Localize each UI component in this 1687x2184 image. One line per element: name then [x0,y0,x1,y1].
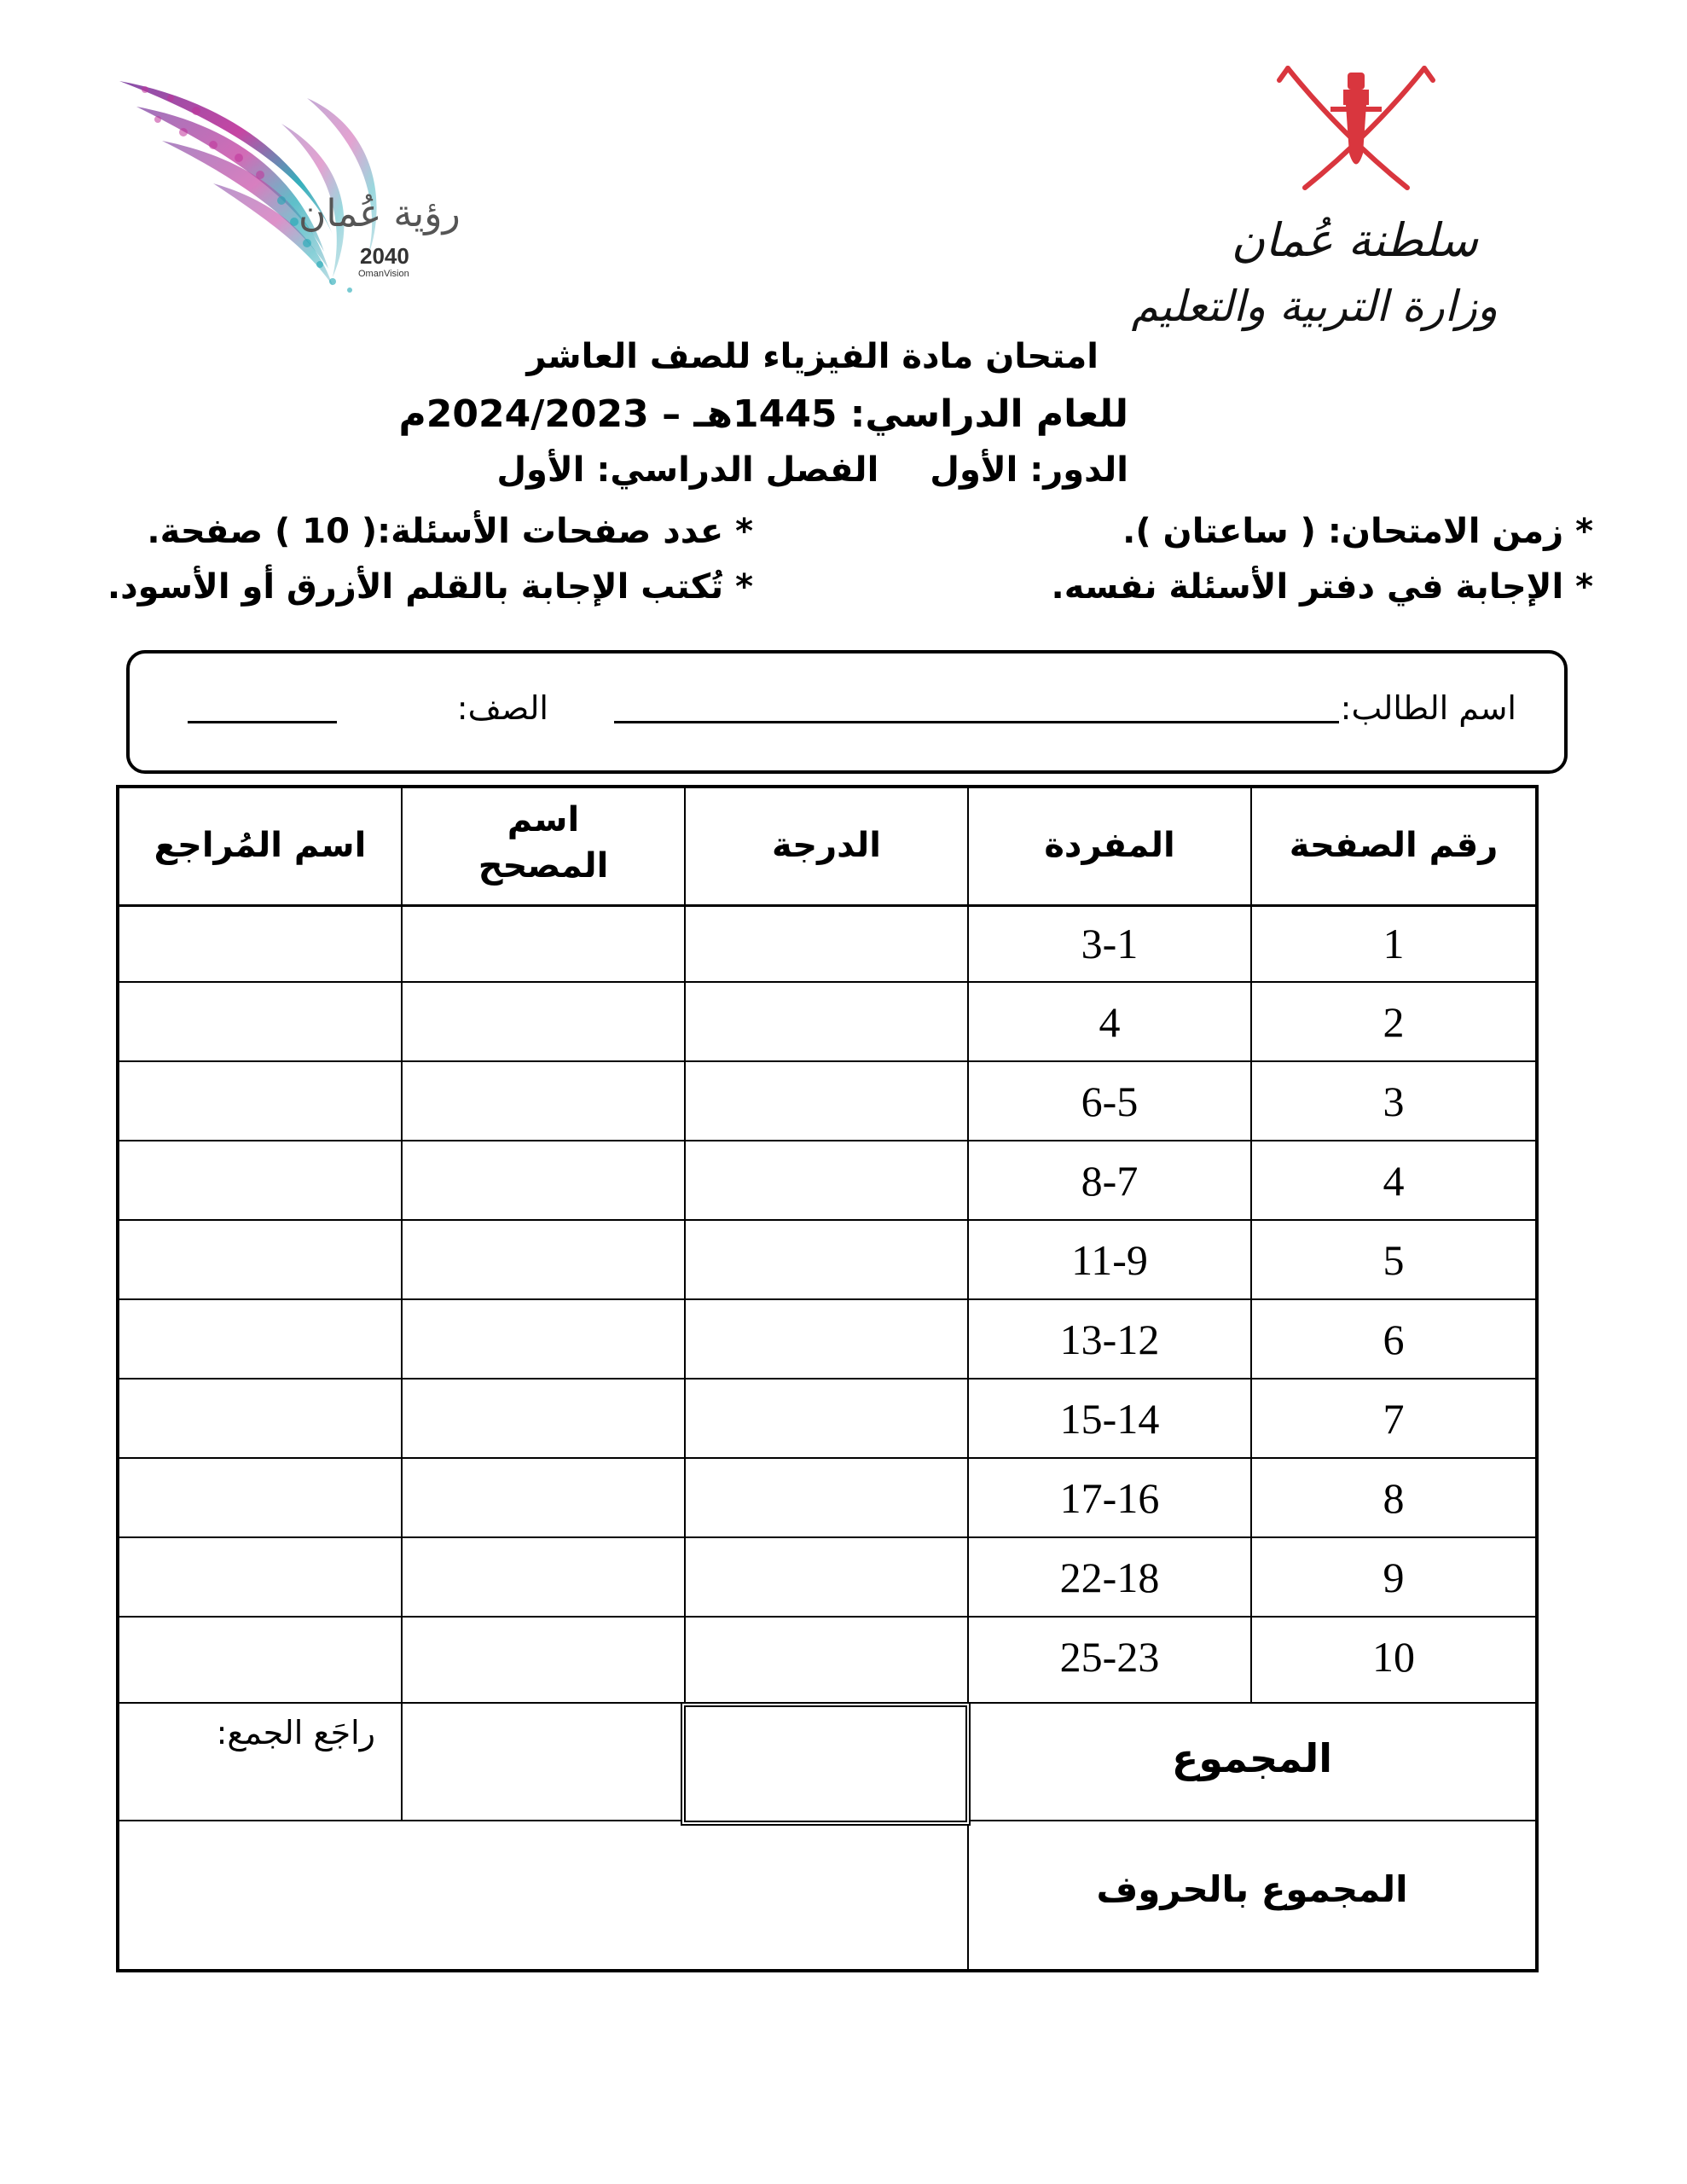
row-3-item: 6-5 [1081,1077,1139,1125]
instruction-answer-location: * الإجابة في دفتر الأسئلة نفسه. [1051,567,1593,607]
header-grade: الدرجة [772,826,881,865]
class-label: الصف: [456,689,548,727]
total-grade-box[interactable] [681,1702,971,1826]
instruction-pen-color: * تُكتب الإجابة بالقلم الأزرق أو الأسود. [107,567,753,607]
header-grader-name: اسم المصحح [478,800,609,886]
row-7-item: 15-14 [1059,1395,1160,1443]
ministry-line-sultanate: سلطنة عُمان [1231,213,1478,267]
total-label: المجموع [1171,1735,1333,1781]
class-field[interactable] [188,721,337,723]
row-5-item: 11-9 [1071,1236,1148,1284]
row-8-item: 17-16 [1059,1474,1160,1522]
khanjar-swords-icon [1271,60,1441,196]
row-2-page: 2 [1383,998,1405,1046]
student-name-field[interactable] [614,721,1339,723]
row-4-page: 4 [1383,1157,1405,1205]
exam-session-line [496,450,1128,490]
sum-reviewed-label: راجَع الجمع: [216,1714,375,1751]
exam-session: الدور: الأول [930,450,1128,490]
row-2-item: 4 [1099,998,1121,1046]
exam-semester: الفصل الدراسي: الأول [496,450,879,490]
header-page-number: رقم الصفحة [1289,826,1499,865]
row-1-page: 1 [1383,920,1405,967]
row-8-page: 8 [1383,1474,1405,1522]
grader-column-cells[interactable] [403,908,682,1699]
exam-title: امتحان مادة الفيزياء للصف العاشر [526,337,1099,376]
vision-english: OmanVision [358,269,409,279]
row-3-page: 3 [1383,1077,1405,1125]
vision-brand-arabic: رؤية عُمان [299,192,461,235]
reviewer-column-cells[interactable] [119,908,399,1699]
grade-column-cells[interactable] [686,908,965,1699]
header-item: المفردة [1044,826,1175,865]
row-4-item: 8-7 [1081,1157,1139,1205]
row-9-page: 9 [1383,1554,1405,1601]
exam-academic-year: للعام الدراسي: 1445هـ – 2024/2023م [398,392,1128,436]
row-7-page: 7 [1383,1395,1405,1443]
header-reviewer-name: اسم المُراجع [154,826,367,865]
ministry-line-education: وزارة التربية والتعليم [1131,282,1498,331]
student-name-label: اسم الطالب: [1340,689,1516,727]
row-1-item: 3-1 [1081,920,1139,967]
row-10-item: 25-23 [1059,1633,1160,1681]
row-10-page: 10 [1372,1633,1415,1681]
row-9-item: 22-18 [1059,1554,1160,1601]
total-in-words-field[interactable] [119,1822,965,1967]
instruction-exam-time: * زمن الامتحان: ( ساعتان ). [1122,512,1593,551]
vision-year: 2040 [360,243,409,269]
row-5-page: 5 [1383,1236,1405,1284]
total-in-words-label: المجموع بالحروف [1096,1868,1408,1910]
oman-national-emblem [1271,60,1441,196]
row-6-page: 6 [1383,1316,1405,1363]
oman-vision-2040-logo [111,73,512,320]
instruction-page-count: * عدد صفحات الأسئلة:( 10 ) صفحة. [147,512,753,551]
row-6-item: 13-12 [1059,1316,1160,1363]
